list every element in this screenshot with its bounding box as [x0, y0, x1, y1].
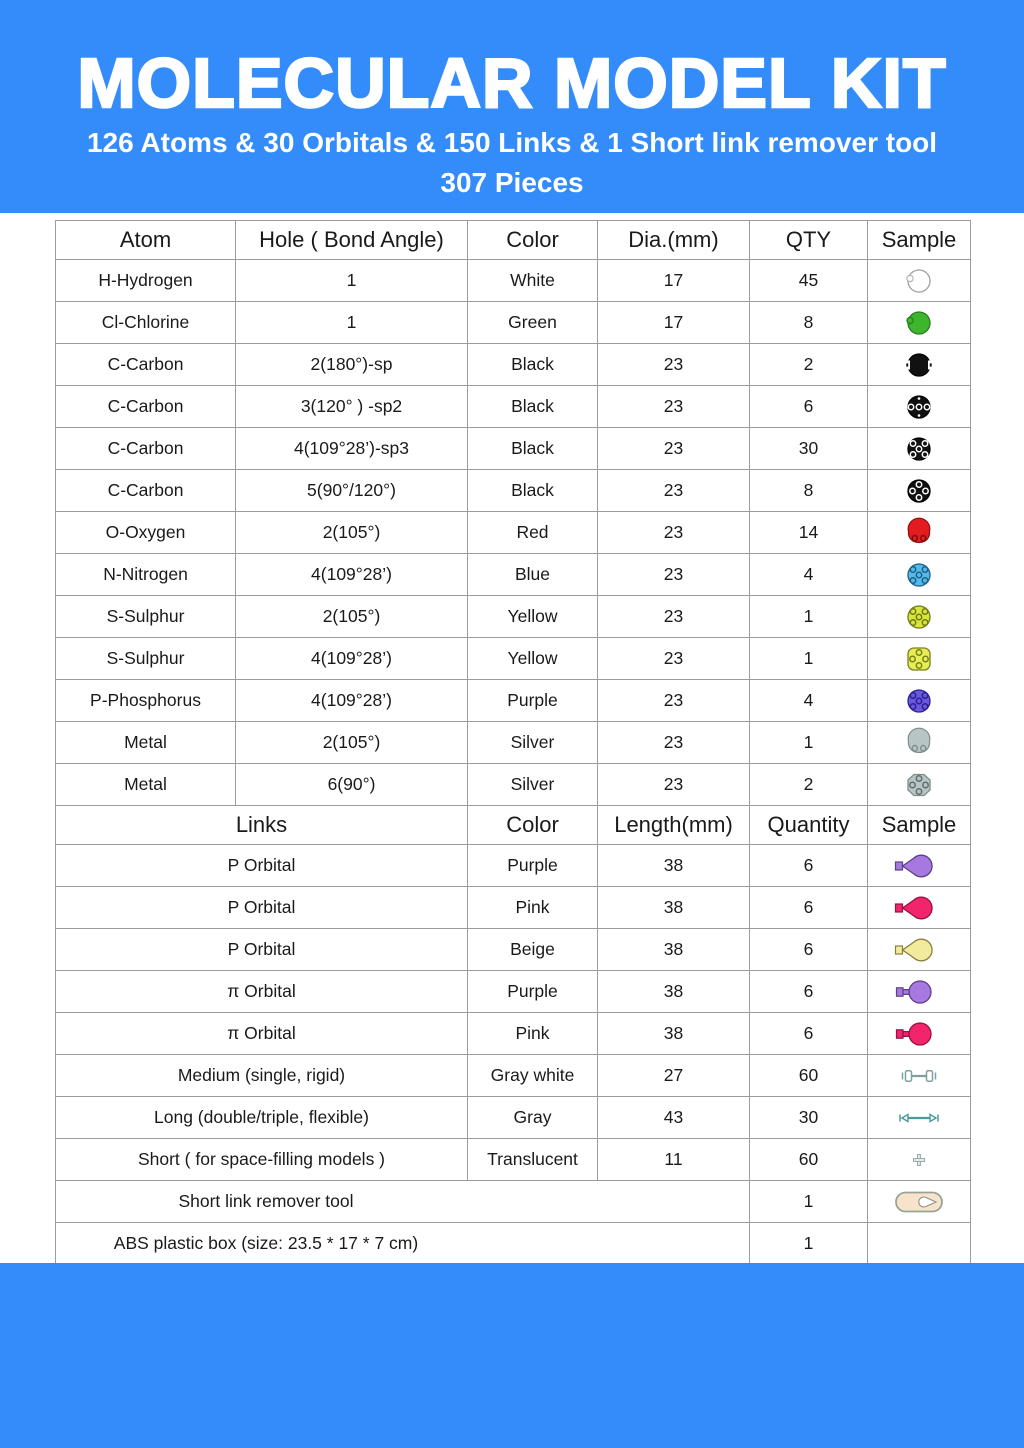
- atom-name-cell: Cl-Chlorine: [56, 302, 236, 344]
- atom-dia-cell: 23: [598, 470, 750, 512]
- atom-dia-cell: 23: [598, 722, 750, 764]
- atom-sample-cell: [868, 302, 971, 344]
- atom-color-cell: Yellow: [468, 638, 598, 680]
- sample-dumbbell-long-icon: [889, 1101, 949, 1135]
- atom-hole-cell: 4(109°28’): [236, 680, 468, 722]
- atom-row: [56, 428, 971, 470]
- link-color-cell: Pink: [468, 887, 598, 929]
- atom-name-cell: O-Oxygen: [56, 512, 236, 554]
- sample-ball-2holes-icon: [889, 726, 949, 760]
- link-row: [56, 887, 971, 929]
- sample-ball-rings-5-icon: [889, 684, 949, 718]
- atom-qty-cell: 8: [750, 302, 868, 344]
- link-row: [56, 1139, 971, 1181]
- extra-qty-cell: 1: [750, 1181, 868, 1223]
- sample-ball-rings-4-icon: [889, 642, 949, 676]
- link-sample-cell: [868, 845, 971, 887]
- atom-row: [56, 386, 971, 428]
- link-name-cell: P Orbital: [56, 887, 468, 929]
- link-name-cell: π Orbital: [56, 971, 468, 1013]
- links-header-row: [56, 806, 971, 845]
- atom-hole-cell: 1: [236, 302, 468, 344]
- atom-row: [56, 344, 971, 386]
- link-length-cell: 38: [598, 929, 750, 971]
- extra-qty-cell: 1: [750, 1223, 868, 1265]
- atom-qty-cell: 8: [750, 470, 868, 512]
- atom-hole-cell: 3(120° ) -sp2: [236, 386, 468, 428]
- atom-name-cell: Metal: [56, 764, 236, 806]
- link-name-cell: π Orbital: [56, 1013, 468, 1055]
- atom-sample-cell: [868, 638, 971, 680]
- atom-dia-cell: 23: [598, 764, 750, 806]
- atom-name-cell: N-Nitrogen: [56, 554, 236, 596]
- atom-hole-cell: 4(109°28’): [236, 554, 468, 596]
- atom-hole-cell: 1: [236, 260, 468, 302]
- atom-row: [56, 638, 971, 680]
- sample-ball-rings-5-icon: [889, 600, 949, 634]
- link-row: [56, 1055, 971, 1097]
- link-sample-cell: [868, 1013, 971, 1055]
- link-color-cell: Purple: [468, 845, 598, 887]
- extra-name-cell: [56, 1181, 750, 1223]
- kit-contents-subtitle: 126 Atoms & 30 Orbitals & 150 Links & 1 Short link remover tool: [86, 127, 938, 158]
- extra-sample-cell: [868, 1223, 971, 1265]
- atom-name-cell: S-Sulphur: [56, 638, 236, 680]
- atom-color-cell: Purple: [468, 680, 598, 722]
- atom-name-cell: H-Hydrogen: [56, 260, 236, 302]
- sample-pear-icon: [889, 891, 949, 925]
- extra-sample-cell: [868, 1181, 971, 1223]
- atom-dia-cell: 23: [598, 554, 750, 596]
- atom-header-qty: QTY: [750, 221, 868, 260]
- atom-dia-cell: 23: [598, 596, 750, 638]
- atom-hole-cell: 5(90°/120°): [236, 470, 468, 512]
- link-length-cell: 38: [598, 845, 750, 887]
- atom-color-cell: Black: [468, 386, 598, 428]
- sample-ball-rings-3-icon: [889, 390, 949, 424]
- atom-header-sample: Sample: [868, 221, 971, 260]
- atom-color-cell: Yellow: [468, 596, 598, 638]
- link-length-cell: 11: [598, 1139, 750, 1181]
- atom-dia-cell: 17: [598, 260, 750, 302]
- atom-row: [56, 722, 971, 764]
- atom-qty-cell: 45: [750, 260, 868, 302]
- atom-dia-cell: 17: [598, 302, 750, 344]
- atom-color-cell: Silver: [468, 764, 598, 806]
- atom-sample-cell: [868, 470, 971, 512]
- header-banner: [0, 0, 1024, 213]
- links-header-qty: Quantity: [750, 806, 868, 845]
- atom-qty-cell: 1: [750, 638, 868, 680]
- sample-ball-icon: [889, 306, 949, 340]
- atom-hole-cell: 2(105°): [236, 512, 468, 554]
- atom-qty-cell: 4: [750, 680, 868, 722]
- atom-hole-cell: 2(180°)-sp: [236, 344, 468, 386]
- link-color-cell: Translucent: [468, 1139, 598, 1181]
- sample-ball-rings-5-icon: [889, 432, 949, 466]
- atom-name-cell: C-Carbon: [56, 386, 236, 428]
- atom-name-cell: S-Sulphur: [56, 596, 236, 638]
- atom-header-atom: Atom: [56, 221, 236, 260]
- link-name-cell: P Orbital: [56, 845, 468, 887]
- link-name-cell: Long (double/triple, flexible): [56, 1097, 468, 1139]
- atom-sample-cell: [868, 428, 971, 470]
- link-row: [56, 929, 971, 971]
- sample-dumbbell-medium-icon: [889, 1059, 949, 1093]
- link-row: [56, 1013, 971, 1055]
- link-name-cell: Medium (single, rigid): [56, 1055, 468, 1097]
- footer-band: [0, 1263, 1024, 1448]
- atom-color-cell: Black: [468, 344, 598, 386]
- atom-row: [56, 554, 971, 596]
- link-sample-cell: [868, 887, 971, 929]
- sample-balloon-icon: [889, 975, 949, 1009]
- links-header-sample: Sample: [868, 806, 971, 845]
- extra-row-label: Short link remover tool: [178, 1191, 354, 1211]
- pieces-count: 307 Pieces: [440, 167, 584, 198]
- atom-qty-cell: 1: [750, 596, 868, 638]
- atom-header-color: Color: [468, 221, 598, 260]
- link-qty-cell: 6: [750, 1013, 868, 1055]
- atom-row: [56, 764, 971, 806]
- atom-sample-cell: [868, 344, 971, 386]
- atom-qty-cell: 6: [750, 386, 868, 428]
- links-header-color: Color: [468, 806, 598, 845]
- atom-sample-cell: [868, 764, 971, 806]
- link-qty-cell: 60: [750, 1055, 868, 1097]
- atom-name-cell: Metal: [56, 722, 236, 764]
- atom-color-cell: Silver: [468, 722, 598, 764]
- sample-ball-rings-4-icon: [889, 768, 949, 802]
- atom-color-cell: Red: [468, 512, 598, 554]
- atom-hole-cell: 4(109°28’): [236, 638, 468, 680]
- extra-row: [56, 1223, 971, 1265]
- atom-row: [56, 260, 971, 302]
- atom-name-cell: C-Carbon: [56, 344, 236, 386]
- atom-qty-cell: 14: [750, 512, 868, 554]
- atom-header-row: [56, 221, 971, 260]
- atom-color-cell: Black: [468, 470, 598, 512]
- links-header-links: Links: [56, 806, 468, 845]
- atom-row: [56, 680, 971, 722]
- atom-color-cell: Green: [468, 302, 598, 344]
- atom-qty-cell: 30: [750, 428, 868, 470]
- atom-name-cell: P-Phosphorus: [56, 680, 236, 722]
- atom-qty-cell: 4: [750, 554, 868, 596]
- atom-sample-cell: [868, 260, 971, 302]
- link-qty-cell: 30: [750, 1097, 868, 1139]
- atom-sample-cell: [868, 512, 971, 554]
- link-name-cell: P Orbital: [56, 929, 468, 971]
- atom-name-cell: C-Carbon: [56, 428, 236, 470]
- atom-name-cell: C-Carbon: [56, 470, 236, 512]
- atom-dia-cell: 23: [598, 344, 750, 386]
- atom-sample-cell: [868, 554, 971, 596]
- atom-qty-cell: 2: [750, 344, 868, 386]
- atom-header-dia: Dia.(mm): [598, 221, 750, 260]
- kit-contents-table: [55, 220, 971, 1265]
- link-qty-cell: 6: [750, 971, 868, 1013]
- link-color-cell: Purple: [468, 971, 598, 1013]
- link-qty-cell: 60: [750, 1139, 868, 1181]
- atom-dia-cell: 23: [598, 428, 750, 470]
- sample-remover-icon: [889, 1185, 949, 1219]
- link-sample-cell: [868, 1097, 971, 1139]
- atom-row: [56, 512, 971, 554]
- sample-ball-2holes-icon: [889, 516, 949, 550]
- link-length-cell: 38: [598, 1013, 750, 1055]
- link-row: [56, 1097, 971, 1139]
- sample-ball-rings-4-icon: [889, 474, 949, 508]
- atom-qty-cell: 2: [750, 764, 868, 806]
- link-color-cell: Pink: [468, 1013, 598, 1055]
- atom-sample-cell: [868, 680, 971, 722]
- sample-pear-icon: [889, 849, 949, 883]
- sample-pear-icon: [889, 933, 949, 967]
- link-qty-cell: 6: [750, 929, 868, 971]
- atom-row: [56, 302, 971, 344]
- link-sample-cell: [868, 1055, 971, 1097]
- link-length-cell: 38: [598, 887, 750, 929]
- atom-hole-cell: 4(109°28’)-sp3: [236, 428, 468, 470]
- atom-sample-cell: [868, 722, 971, 764]
- links-header-length: Length(mm): [598, 806, 750, 845]
- atom-sample-cell: [868, 596, 971, 638]
- atom-color-cell: Blue: [468, 554, 598, 596]
- link-qty-cell: 6: [750, 887, 868, 929]
- link-qty-cell: 6: [750, 845, 868, 887]
- atom-dia-cell: 23: [598, 386, 750, 428]
- atom-row: [56, 470, 971, 512]
- link-color-cell: Gray: [468, 1097, 598, 1139]
- extra-row-label: ABS plastic box (size: 23.5 * 17 * 7 cm): [113, 1233, 419, 1253]
- link-sample-cell: [868, 1139, 971, 1181]
- link-name-cell: Short ( for space-filling models ): [56, 1139, 468, 1181]
- atom-row: [56, 596, 971, 638]
- link-color-cell: Beige: [468, 929, 598, 971]
- atom-hole-cell: 6(90°): [236, 764, 468, 806]
- atom-header-hole: Hole ( Bond Angle): [236, 221, 468, 260]
- kit-contents-table-wrap: [55, 220, 971, 1265]
- link-length-cell: 38: [598, 971, 750, 1013]
- atom-qty-cell: 1: [750, 722, 868, 764]
- atom-sample-cell: [868, 386, 971, 428]
- sample-ball-rings-5-icon: [889, 558, 949, 592]
- atom-color-cell: White: [468, 260, 598, 302]
- link-row: [56, 845, 971, 887]
- page-title: MOLECULAR MODEL KIT: [77, 44, 947, 122]
- atom-hole-cell: 2(105°): [236, 722, 468, 764]
- extra-name-cell: [56, 1223, 750, 1265]
- sample-ball-icon: [889, 264, 949, 298]
- link-length-cell: 27: [598, 1055, 750, 1097]
- atom-dia-cell: 23: [598, 512, 750, 554]
- link-length-cell: 43: [598, 1097, 750, 1139]
- link-sample-cell: [868, 971, 971, 1013]
- link-row: [56, 971, 971, 1013]
- atom-color-cell: Black: [468, 428, 598, 470]
- sample-cross-icon: [889, 1143, 949, 1177]
- atom-dia-cell: 23: [598, 680, 750, 722]
- sample-balloon-icon: [889, 1017, 949, 1051]
- link-sample-cell: [868, 929, 971, 971]
- link-color-cell: Gray white: [468, 1055, 598, 1097]
- sample-ball-squares-icon: [889, 348, 949, 382]
- atom-hole-cell: 2(105°): [236, 596, 468, 638]
- atom-dia-cell: 23: [598, 638, 750, 680]
- extra-row: [56, 1181, 971, 1223]
